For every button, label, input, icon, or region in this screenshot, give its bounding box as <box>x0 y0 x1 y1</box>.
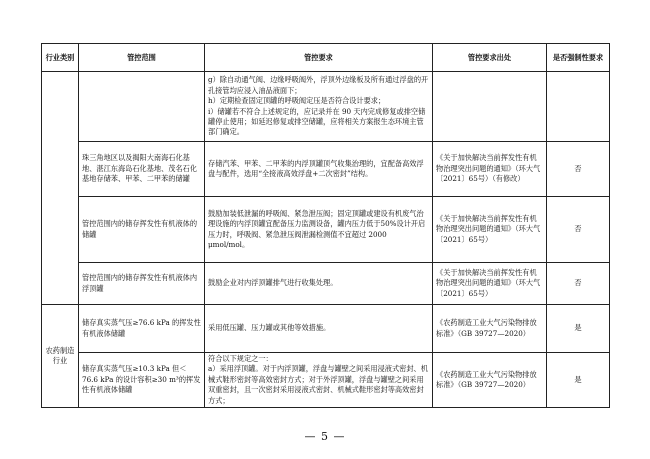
requirement-cell: g）除自动通气阀、边缘呼吸阀外，浮顶外边缘板及所有通过浮盘的开孔接管均应浸入油品液面下； h）定期检查固定顶罐的呼吸阀定压是否符合设计要求； i）储罐若不符合上述规定的，应记录并在 90 天内完成修复或排空储罐停止使用；如延迟修复或排空储罐，应将相关方案报生态环境主管部门确定。 <box>205 72 433 142</box>
regulation-table <box>41 43 610 408</box>
source-cell: 《农药制造工业大气污染物排放标准》（GB 39727—2020） <box>433 305 547 353</box>
scope-cell: 珠三角地区以及揭阳大南海石化基地、湛江东海岛石化基地、茂名石化基地存储苯、甲苯、二甲苯的储罐 <box>79 142 205 197</box>
requirement-cell: 鼓励企业对内浮顶罐排气进行收集处理。 <box>205 263 433 305</box>
table-header-row <box>42 44 610 72</box>
source-cell: 《关于加快解决当前挥发性有机物治理突出问题的通知》（环大气〔2021〕65号）（有修改） <box>433 142 547 197</box>
source-cell: 《关于加快解决当前挥发性有机物治理突出问题的通知》（环大气〔2021〕65号） <box>433 197 547 263</box>
industry-cell: 农药制造行业 <box>42 305 79 408</box>
table-row <box>42 142 610 197</box>
requirement-cell: 采用低压罐、压力罐或其他等效措施。 <box>205 305 433 353</box>
header-industry: 行业类别 <box>42 44 79 72</box>
page-number: — 5 — <box>304 430 346 443</box>
mandatory-cell: 否 <box>547 263 610 305</box>
industry-cell-continued <box>42 72 79 305</box>
source-cell: 《农药制造工业大气污染物排放标准》（GB 39727—2020） <box>433 353 547 408</box>
scope-cell <box>79 72 205 142</box>
scope-cell: 管控范围内的储存挥发性有机液体内浮顶罐 <box>79 263 205 305</box>
header-scope: 管控范围 <box>79 44 205 72</box>
table-row <box>42 197 610 263</box>
requirement-cell: 鼓励加装低泄漏的呼吸阀、紧急泄压阀；固定顶罐或建设有机废气治理设施的内浮顶罐宜配备压力监测设备，罐内压力低于50%设计开启压力时，呼吸阀、紧急泄压阀泄漏检测值不宜超过 2000 μmol/mol。 <box>205 197 433 263</box>
scope-cell: 储存真实蒸气压≥10.3 kPa 但＜76.6 kPa 的设计容积≥30 m³的挥发性有机液体储罐 <box>79 353 205 408</box>
header-mandatory: 是否强制性要求 <box>547 44 610 72</box>
scope-cell: 储存真实蒸气压≥76.6 kPa 的挥发性有机液体储罐 <box>79 305 205 353</box>
mandatory-cell <box>547 72 610 142</box>
table-row <box>42 263 610 305</box>
table-row <box>42 305 610 353</box>
table-row <box>42 72 610 142</box>
requirement-cell: 存储汽苯、甲苯、二甲苯的内浮顶罐顶气收集治理的，宜配备高效浮盘与配件，选用“全接液高效浮盘+二次密封”结构。 <box>205 142 433 197</box>
mandatory-cell: 是 <box>547 305 610 353</box>
mandatory-cell: 是 <box>547 353 610 408</box>
mandatory-cell: 否 <box>547 197 610 263</box>
table-row <box>42 353 610 408</box>
header-requirement: 管控要求 <box>205 44 433 72</box>
header-source: 管控要求出处 <box>433 44 547 72</box>
mandatory-cell: 否 <box>547 142 610 197</box>
source-cell: 《关于加快解决当前挥发性有机物治理突出问题的通知》（环大气〔2021〕65号） <box>433 263 547 305</box>
scope-cell: 管控范围内的储存挥发性有机液体的储罐 <box>79 197 205 263</box>
requirement-cell: 符合以下规定之一： a）采用浮顶罐。对于内浮顶罐，浮盘与罐壁之间采用浸液式密封、机械式鞋形密封等高效密封方式；对于外浮顶罐，浮盘与罐壁之间采用双重密封，且一次密封采用浸液式密封、机械式鞋形密封等高效密封方式； <box>205 353 433 408</box>
source-cell <box>433 72 547 142</box>
